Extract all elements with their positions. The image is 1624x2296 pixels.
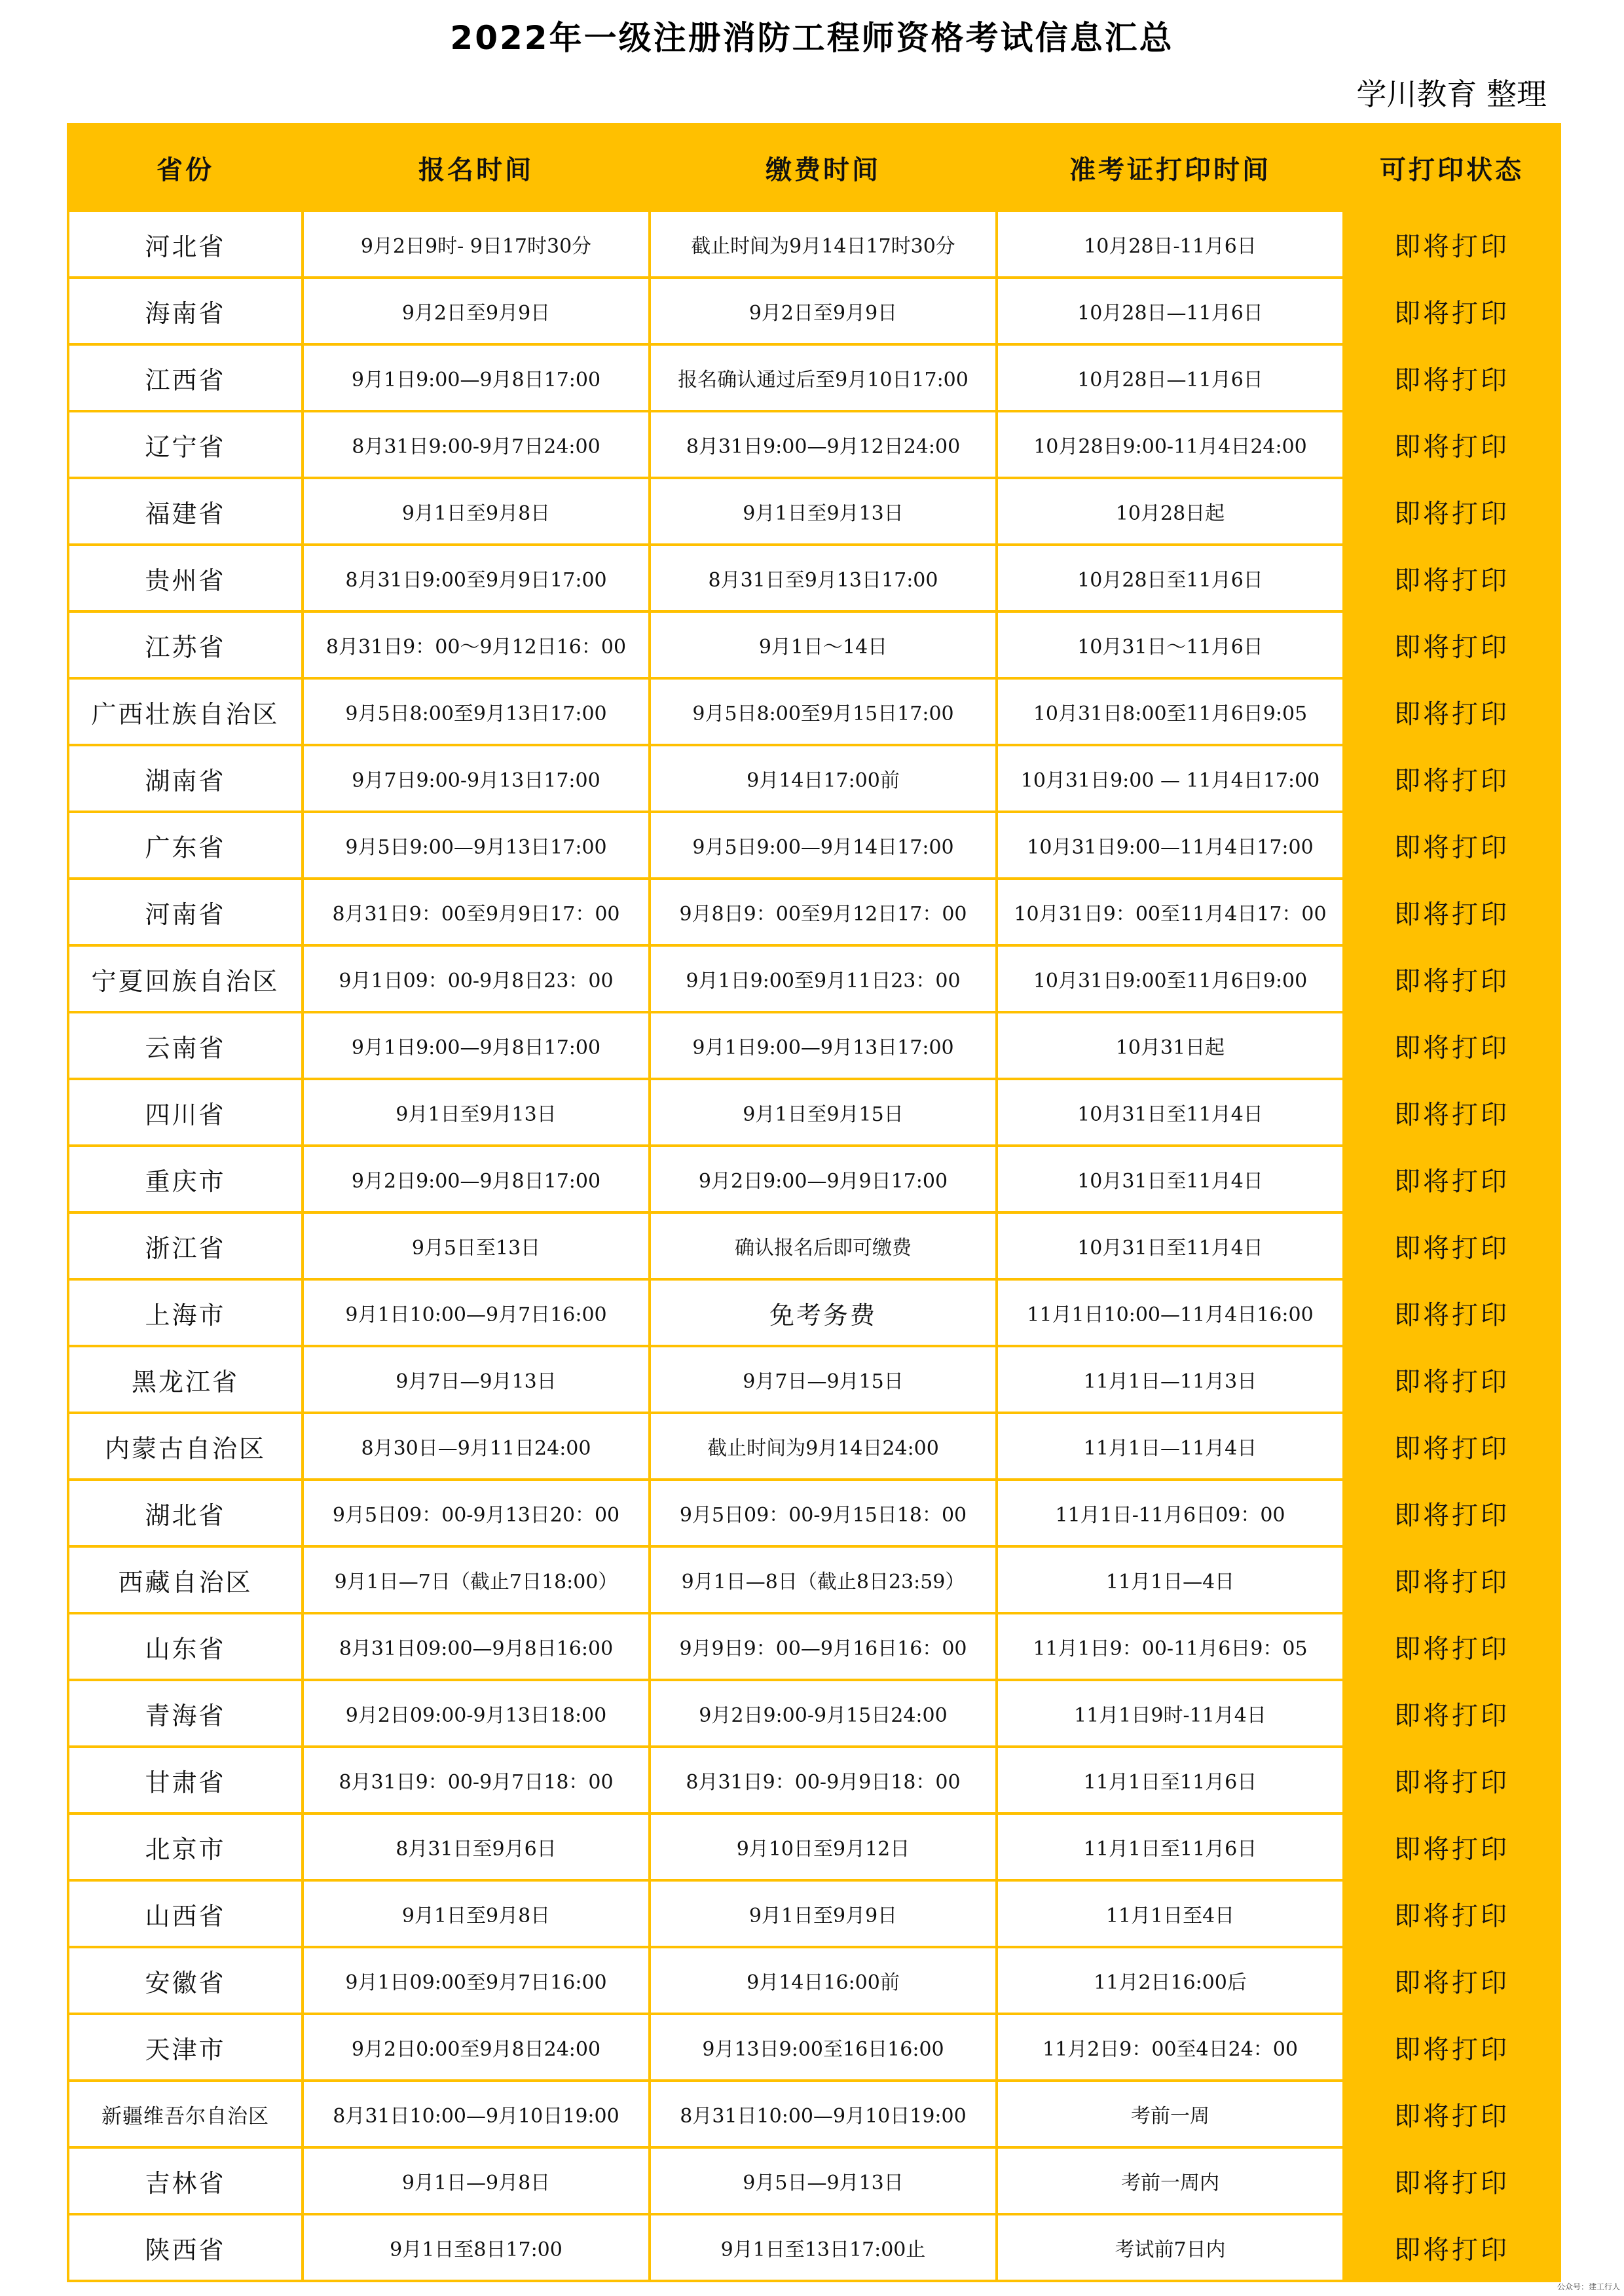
payment-time-cell: 9月5日9:00—9月14日17:00 <box>650 812 997 879</box>
table-row <box>68 745 1560 812</box>
print-status-cell: 即将打印 <box>1344 611 1560 678</box>
registration-time-cell: 9月1日9:00—9月8日17:00 <box>303 1012 650 1079</box>
table-row <box>68 1146 1560 1212</box>
province-cell: 新疆维吾尔自治区 <box>68 2081 303 2147</box>
province-cell: 贵州省 <box>68 545 303 611</box>
admission-print-time-cell: 10月31日9：00至11月4日17：00 <box>997 879 1344 945</box>
header-registration-time: 报名时间 <box>303 124 650 211</box>
table-row <box>68 1279 1560 1346</box>
province-cell: 宁夏回族自治区 <box>68 945 303 1012</box>
registration-time-cell: 9月2日0:00至9月8日24:00 <box>303 2014 650 2081</box>
registration-time-cell: 8月31日10:00—9月10日19:00 <box>303 2081 650 2147</box>
province-cell: 河北省 <box>68 211 303 278</box>
payment-time-cell: 9月1日至9月9日 <box>650 1880 997 1947</box>
payment-time-cell: 截止时间为9月14日17时30分 <box>650 211 997 278</box>
admission-print-time-cell: 11月2日16:00后 <box>997 1947 1344 2014</box>
footnote: 公众号：建工行人 <box>1557 2282 1620 2291</box>
table-row <box>68 1480 1560 1546</box>
print-status-cell: 即将打印 <box>1344 478 1560 545</box>
credit-label: 学川教育 整理 <box>1356 77 1547 112</box>
registration-time-cell: 9月5日8:00至9月13日17:00 <box>303 678 650 745</box>
table-row <box>68 1813 1560 1880</box>
province-cell: 广西壮族自治区 <box>68 678 303 745</box>
payment-time-cell: 确认报名后即可缴费 <box>650 1212 997 1279</box>
registration-time-cell: 9月1日—7日（截止7日18:00） <box>303 1546 650 1613</box>
header-admission-print-time: 准考证打印时间 <box>997 124 1344 211</box>
province-cell: 湖南省 <box>68 745 303 812</box>
admission-print-time-cell: 10月31日至11月4日 <box>997 1212 1344 1279</box>
table-row <box>68 2014 1560 2081</box>
province-cell: 黑龙江省 <box>68 1346 303 1413</box>
payment-time-cell: 9月1日至9月15日 <box>650 1079 997 1146</box>
registration-time-cell: 9月5日9:00—9月13日17:00 <box>303 812 650 879</box>
registration-time-cell: 9月1日至9月8日 <box>303 1880 650 1947</box>
table-row <box>68 1212 1560 1279</box>
table-row <box>68 1346 1560 1413</box>
admission-print-time-cell: 10月31日9:00 — 11月4日17:00 <box>997 745 1344 812</box>
payment-time-cell: 8月31日9:00—9月12日24:00 <box>650 411 997 478</box>
province-cell: 上海市 <box>68 1279 303 1346</box>
print-status-cell: 即将打印 <box>1344 1680 1560 1747</box>
admission-print-time-cell: 10月31日9:00—11月4日17:00 <box>997 812 1344 879</box>
registration-time-cell: 9月5日至13日 <box>303 1212 650 1279</box>
province-cell: 安徽省 <box>68 1947 303 2014</box>
payment-time-cell: 8月31日10:00—9月10日19:00 <box>650 2081 997 2147</box>
province-cell: 辽宁省 <box>68 411 303 478</box>
admission-print-time-cell: 11月1日至4日 <box>997 1880 1344 1947</box>
table-row <box>68 1613 1560 1680</box>
payment-time-cell: 免考务费 <box>650 1279 997 1346</box>
table-row <box>68 1079 1560 1146</box>
table-row <box>68 1680 1560 1747</box>
registration-time-cell: 8月30日—9月11日24:00 <box>303 1413 650 1480</box>
print-status-cell: 即将打印 <box>1344 1613 1560 1680</box>
admission-print-time-cell: 11月2日9：00至4日24：00 <box>997 2014 1344 2081</box>
admission-print-time-cell: 11月1日—11月4日 <box>997 1413 1344 1480</box>
print-status-cell: 即将打印 <box>1344 1813 1560 1880</box>
admission-print-time-cell: 10月28日—11月6日 <box>997 278 1344 344</box>
admission-print-time-cell: 11月1日—4日 <box>997 1546 1344 1613</box>
registration-time-cell: 9月1日—9月8日 <box>303 2147 650 2214</box>
exam-info-table <box>67 123 1561 2282</box>
table-row <box>68 611 1560 678</box>
admission-print-time-cell: 10月28日-11月6日 <box>997 211 1344 278</box>
province-cell: 河南省 <box>68 879 303 945</box>
print-status-cell: 即将打印 <box>1344 1546 1560 1613</box>
registration-time-cell: 9月1日至9月8日 <box>303 478 650 545</box>
admission-print-time-cell: 11月1日至11月6日 <box>997 1813 1344 1880</box>
province-cell: 湖北省 <box>68 1480 303 1546</box>
province-cell: 陕西省 <box>68 2214 303 2281</box>
admission-print-time-cell: 考试前7日内 <box>997 2214 1344 2281</box>
admission-print-time-cell: 11月1日9时-11月4日 <box>997 1680 1344 1747</box>
table-row <box>68 879 1560 945</box>
print-status-cell: 即将打印 <box>1344 745 1560 812</box>
registration-time-cell: 9月2日9:00—9月8日17:00 <box>303 1146 650 1212</box>
admission-print-time-cell: 10月31日8:00至11月6日9:05 <box>997 678 1344 745</box>
header-province: 省份 <box>68 124 303 211</box>
table-row <box>68 1747 1560 1813</box>
table-row <box>68 945 1560 1012</box>
payment-time-cell: 9月1日至13日17:00止 <box>650 2214 997 2281</box>
print-status-cell: 即将打印 <box>1344 1212 1560 1279</box>
province-cell: 吉林省 <box>68 2147 303 2214</box>
print-status-cell: 即将打印 <box>1344 2214 1560 2281</box>
province-cell: 云南省 <box>68 1012 303 1079</box>
print-status-cell: 即将打印 <box>1344 1279 1560 1346</box>
payment-time-cell: 8月31日9：00-9月9日18：00 <box>650 1747 997 1813</box>
table-row <box>68 545 1560 611</box>
table-row <box>68 211 1560 278</box>
admission-print-time-cell: 10月31日起 <box>997 1012 1344 1079</box>
page-title: 2022年一级注册消防工程师资格考试信息汇总 <box>450 19 1174 57</box>
print-status-cell: 即将打印 <box>1344 278 1560 344</box>
payment-time-cell: 9月1日9:00—9月13日17:00 <box>650 1012 997 1079</box>
province-cell: 江苏省 <box>68 611 303 678</box>
payment-time-cell: 9月7日—9月15日 <box>650 1346 997 1413</box>
admission-print-time-cell: 考前一周 <box>997 2081 1344 2147</box>
payment-time-cell: 9月8日9：00至9月12日17：00 <box>650 879 997 945</box>
registration-time-cell: 8月31日至9月6日 <box>303 1813 650 1880</box>
print-status-cell: 即将打印 <box>1344 545 1560 611</box>
province-cell: 山西省 <box>68 1880 303 1947</box>
admission-print-time-cell: 10月31日9:00至11月6日9:00 <box>997 945 1344 1012</box>
province-cell: 福建省 <box>68 478 303 545</box>
registration-time-cell: 9月2日09:00-9月13日18:00 <box>303 1680 650 1747</box>
print-status-cell: 即将打印 <box>1344 1947 1560 2014</box>
registration-time-cell: 8月31日9：00-9月7日18：00 <box>303 1747 650 1813</box>
admission-print-time-cell: 11月1日9：00-11月6日9：05 <box>997 1613 1344 1680</box>
province-cell: 广东省 <box>68 812 303 879</box>
print-status-cell: 即将打印 <box>1344 1880 1560 1947</box>
registration-time-cell: 9月1日9:00—9月8日17:00 <box>303 344 650 411</box>
registration-time-cell: 9月7日9:00-9月13日17:00 <box>303 745 650 812</box>
payment-time-cell: 报名确认通过后至9月10日17:00 <box>650 344 997 411</box>
admission-print-time-cell: 10月28日至11月6日 <box>997 545 1344 611</box>
payment-time-cell: 9月14日17:00前 <box>650 745 997 812</box>
payment-time-cell: 9月13日9:00至16日16:00 <box>650 2014 997 2081</box>
admission-print-time-cell: 11月1日-11月6日09：00 <box>997 1480 1344 1546</box>
province-cell: 天津市 <box>68 2014 303 2081</box>
payment-time-cell: 9月5日8:00至9月15日17:00 <box>650 678 997 745</box>
registration-time-cell: 9月1日09:00至9月7日16:00 <box>303 1947 650 2014</box>
province-cell: 西藏自治区 <box>68 1546 303 1613</box>
payment-time-cell: 9月2日9:00-9月15日24:00 <box>650 1680 997 1747</box>
print-status-cell: 即将打印 <box>1344 945 1560 1012</box>
admission-print-time-cell: 10月31日～11月6日 <box>997 611 1344 678</box>
print-status-cell: 即将打印 <box>1344 879 1560 945</box>
print-status-cell: 即将打印 <box>1344 344 1560 411</box>
table-row <box>68 1880 1560 1947</box>
table-row <box>68 344 1560 411</box>
payment-time-cell: 8月31日至9月13日17:00 <box>650 545 997 611</box>
province-cell: 浙江省 <box>68 1212 303 1279</box>
province-cell: 山东省 <box>68 1613 303 1680</box>
payment-time-cell: 9月5日09：00-9月15日18：00 <box>650 1480 997 1546</box>
table-row <box>68 1012 1560 1079</box>
print-status-cell: 即将打印 <box>1344 678 1560 745</box>
print-status-cell: 即将打印 <box>1344 1346 1560 1413</box>
print-status-cell: 即将打印 <box>1344 1747 1560 1813</box>
registration-time-cell: 9月7日—9月13日 <box>303 1346 650 1413</box>
payment-time-cell: 截止时间为9月14日24:00 <box>650 1413 997 1480</box>
payment-time-cell: 9月1日9:00至9月11日23：00 <box>650 945 997 1012</box>
print-status-cell: 即将打印 <box>1344 211 1560 278</box>
header-print-status: 可打印状态 <box>1344 124 1560 211</box>
print-status-cell: 即将打印 <box>1344 1146 1560 1212</box>
table-row <box>68 478 1560 545</box>
admission-print-time-cell: 11月1日至11月6日 <box>997 1747 1344 1813</box>
print-status-cell: 即将打印 <box>1344 812 1560 879</box>
header-payment-time: 缴费时间 <box>650 124 997 211</box>
registration-time-cell: 8月31日9：00至9月9日17：00 <box>303 879 650 945</box>
registration-time-cell: 8月31日9:00-9月7日24:00 <box>303 411 650 478</box>
payment-time-cell: 9月1日～14日 <box>650 611 997 678</box>
print-status-cell: 即将打印 <box>1344 2081 1560 2147</box>
province-cell: 重庆市 <box>68 1146 303 1212</box>
table-row <box>68 278 1560 344</box>
print-status-cell: 即将打印 <box>1344 1012 1560 1079</box>
admission-print-time-cell: 10月31日至11月4日 <box>997 1146 1344 1212</box>
registration-time-cell: 9月2日9时- 9日17时30分 <box>303 211 650 278</box>
print-status-cell: 即将打印 <box>1344 411 1560 478</box>
table-row <box>68 411 1560 478</box>
admission-print-time-cell: 10月28日—11月6日 <box>997 344 1344 411</box>
admission-print-time-cell: 10月31日至11月4日 <box>997 1079 1344 1146</box>
payment-time-cell: 9月2日至9月9日 <box>650 278 997 344</box>
print-status-cell: 即将打印 <box>1344 1079 1560 1146</box>
registration-time-cell: 9月1日10:00—9月7日16:00 <box>303 1279 650 1346</box>
payment-time-cell: 9月14日16:00前 <box>650 1947 997 2014</box>
payment-time-cell: 9月1日至9月13日 <box>650 478 997 545</box>
payment-time-cell: 9月5日—9月13日 <box>650 2147 997 2214</box>
registration-time-cell: 8月31日9:00至9月9日17:00 <box>303 545 650 611</box>
payment-time-cell: 9月1日—8日（截止8日23:59） <box>650 1546 997 1613</box>
table-row <box>68 2081 1560 2147</box>
province-cell: 海南省 <box>68 278 303 344</box>
print-status-cell: 即将打印 <box>1344 2147 1560 2214</box>
province-cell: 北京市 <box>68 1813 303 1880</box>
table-row <box>68 2214 1560 2281</box>
print-status-cell: 即将打印 <box>1344 1480 1560 1546</box>
registration-time-cell: 8月31日09:00—9月8日16:00 <box>303 1613 650 1680</box>
payment-time-cell: 9月9日9：00—9月16日16：00 <box>650 1613 997 1680</box>
table-row <box>68 1413 1560 1480</box>
admission-print-time-cell: 11月1日—11月3日 <box>997 1346 1344 1413</box>
table-row <box>68 678 1560 745</box>
table-row <box>68 812 1560 879</box>
table-row <box>68 1546 1560 1613</box>
payment-time-cell: 9月2日9:00—9月9日17:00 <box>650 1146 997 1212</box>
province-cell: 四川省 <box>68 1079 303 1146</box>
admission-print-time-cell: 10月28日起 <box>997 478 1344 545</box>
print-status-cell: 即将打印 <box>1344 1413 1560 1480</box>
province-cell: 青海省 <box>68 1680 303 1747</box>
province-cell: 江西省 <box>68 344 303 411</box>
registration-time-cell: 9月1日09：00-9月8日23：00 <box>303 945 650 1012</box>
province-cell: 甘肃省 <box>68 1747 303 1813</box>
print-status-cell: 即将打印 <box>1344 2014 1560 2081</box>
admission-print-time-cell: 考前一周内 <box>997 2147 1344 2214</box>
admission-print-time-cell: 10月28日9:00-11月4日24:00 <box>997 411 1344 478</box>
table-row <box>68 1947 1560 2014</box>
province-cell: 内蒙古自治区 <box>68 1413 303 1480</box>
registration-time-cell: 9月1日至8日17:00 <box>303 2214 650 2281</box>
admission-print-time-cell: 11月1日10:00—11月4日16:00 <box>997 1279 1344 1346</box>
registration-time-cell: 9月5日09：00-9月13日20：00 <box>303 1480 650 1546</box>
table-header-row <box>68 124 1560 211</box>
table-row <box>68 2147 1560 2214</box>
registration-time-cell: 9月1日至9月13日 <box>303 1079 650 1146</box>
registration-time-cell: 8月31日9：00～9月12日16：00 <box>303 611 650 678</box>
payment-time-cell: 9月10日至9月12日 <box>650 1813 997 1880</box>
registration-time-cell: 9月2日至9月9日 <box>303 278 650 344</box>
